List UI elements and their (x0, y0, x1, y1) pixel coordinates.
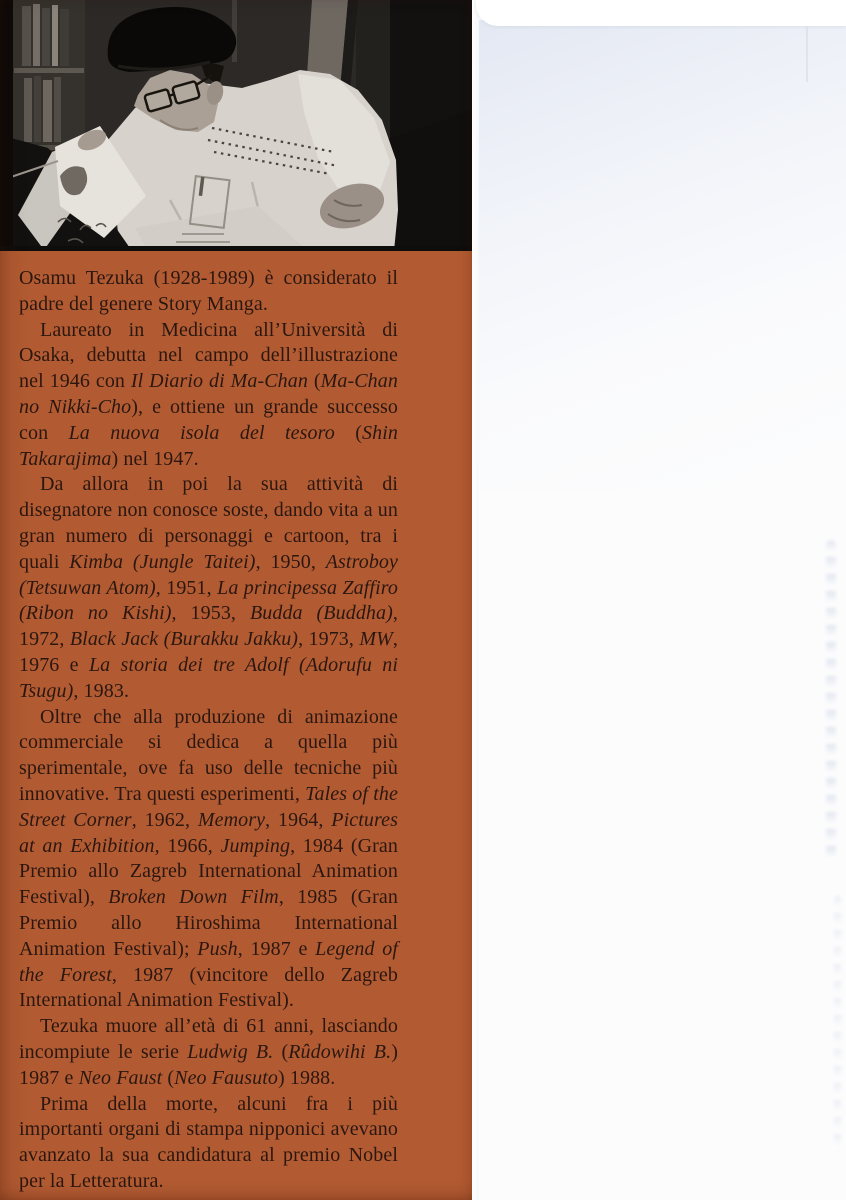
bio-paragraph: Tezuka muore all’età di 61 anni, lasciando incompiute le serie Ludwig B. (Rûdowihi B.) 1987 e Neo Faust (Neo Fausuto) 1988. (19, 1015, 398, 1089)
author-photo (0, 0, 472, 251)
photo-frame-left (0, 0, 13, 251)
ink-bleed-through (826, 540, 836, 858)
bio-paragraph: Laureato in Medicina all’Università di Osaka, debutta nel campo dell’illustrazione nel 1946 con Il Diario di Ma-Chan (Ma-Chan no Nikki-Cho), e ottiene un grande successo con La nuova isola del tesoro (Shin Takarajima) nel 1947. (19, 318, 398, 470)
bio-text (0, 251, 472, 1195)
page-edge-highlight (472, 0, 479, 1200)
bio-paragraph: Oltre che alla produzione di animazione commerciale si dedica a quella più sperimentale, ove fa uso delle tecniche più innovative. Tra questi esperimenti, Tales of the Street Corner, 1962, Memory, 1964, Pictures at an Exhibition, 1966, Jumping, 1984 (Gran Premio allo Zagreb International Animation Festival), Broken Down Film, 1985 (Gran Premio allo Hiroshima International Animation Festival); Push, 1987 e Legend of the Forest, 1987 (vincitore dello Zagreb International Animation Festival). (19, 705, 399, 1012)
page-shading (479, 20, 846, 490)
bio-paragraph: Da allora in poi la sua attività di disegnatore non conosce soste, dando vita a un gran numero di personaggi e cartoon, tra i quali Kimba (Jungle Taitei), 1950, Astroboy (Tetsuwan Atom), 1951, La principessa Zaffiro (Ribon no Kishi), 1953, Budda (Buddha), 1972, Black Jack (Burakku Jakku), 1973, MW, 1976 e La storia dei tre Adolf (Adorufu ni Tsugu), 1983. (19, 473, 399, 702)
ink-bleed-through (834, 896, 841, 1152)
page-crease (806, 26, 808, 82)
bio-paragraph: Osamu Tezuka (1928-1989) è considerato il padre del genere Story Manga. (19, 267, 398, 315)
author-photo-illustration (0, 0, 472, 251)
page-top-edge (476, 0, 846, 26)
bio-paragraph: Prima della morte, alcuni fra i più importanti organi di stampa nipponici avevano avanzato la sua candidatura al premio Nobel per la Letteratura. (19, 1092, 398, 1192)
